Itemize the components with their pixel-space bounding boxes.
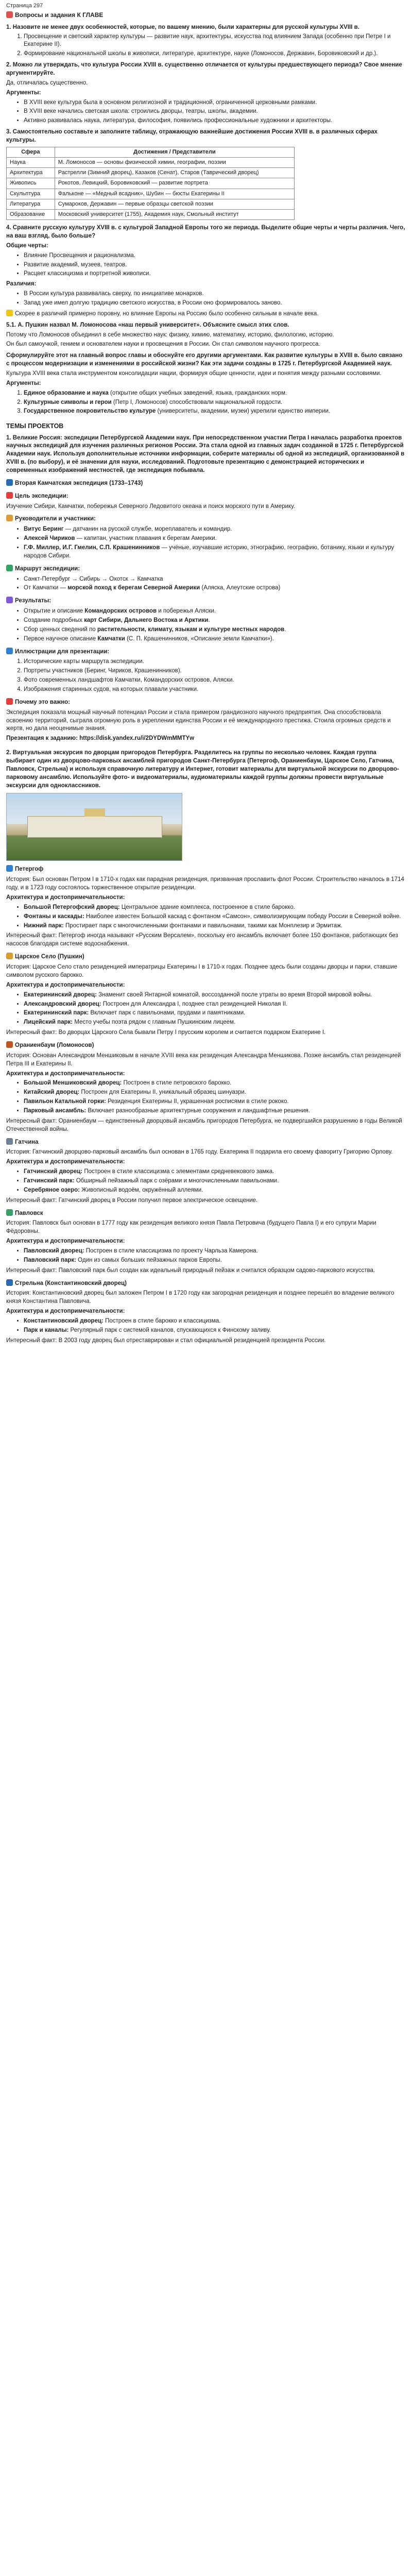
list-item: 4. Изображения старинных судов, на которых плавали участники. — [24, 686, 406, 694]
why-label — [6, 698, 406, 707]
q6-list — [6, 389, 406, 416]
palace-name: Павловск — [15, 1210, 43, 1216]
illus-label-text: Иллюстрации для презентации: — [15, 648, 110, 655]
palace-icon — [6, 1041, 13, 1048]
item-rest: Наиболее известен Большой каскад с фонтаном «Самсон», символизирующим победу России в Северной войне. — [84, 913, 401, 920]
item-rest: и побережья Аляски. — [157, 608, 216, 615]
question-5: 5.1. А. Пушкин назвал М. Ломоносова «наш первый университет». Объясните смысл этих слов. — [6, 321, 289, 328]
table-cell: Фальконе — «Медный всадник», Шубин — бюсты Екатерины II — [55, 189, 294, 199]
leaders-label-text: Руководители и участники: — [15, 516, 96, 522]
item-bold: растительности, климату, языкам и культуре местных народов — [97, 626, 285, 633]
item-bold: Парк и каналы: — [24, 1327, 69, 1333]
item-rest: (С. П. Крашенинников, «Описание земли Камчатки»). — [125, 635, 274, 642]
q4-diff-list — [6, 290, 406, 308]
why-text: Экспедиция показала мощный научный потенциал России и стала примером грандиозного научного предприятия. Она способствовала освоению территорий, сыграла огромную роль в укреплении единства России и её международного престижа. Стоила огромных средств и жертв, но дала неоценимые знания. — [6, 709, 391, 732]
palace-fact: Интересный факт: Ораниенбаум — единственный дворцовый ансамбль пригородов Петербурга, не подвергшийся разрушению в годы Великой Отечественной войны. — [6, 1117, 402, 1132]
table-cell: Живопись — [7, 178, 55, 189]
illus-list — [6, 658, 406, 693]
palace-history: История: Павловск был основан в 1777 году как резиденция великого князя Павла Петровича (будущего Павла I) и его супруги Марии Фёдоровны. — [6, 1220, 376, 1235]
item-bold: Лицейский парк: — [24, 1019, 73, 1026]
item-rest: (университеты, академии, музеи) укрепили единство империи. — [156, 408, 331, 415]
attr-label: Архитектура и достопримечательности: — [6, 1308, 125, 1315]
table-cell: Литература — [7, 199, 55, 209]
table-cell: Образование — [7, 209, 55, 219]
item-rest: . — [208, 617, 210, 623]
palace-title — [6, 1279, 406, 1288]
item-rest: — датчанин на русской службе, мореплаватель и командир. — [63, 526, 232, 533]
palace-history: История: Константиновский дворец был заложен Петром I в 1720 году как загородная резиденция и позднее перешёл во владение великого князя Константина Павловича. — [6, 1290, 394, 1305]
flag-icon — [6, 1279, 13, 1286]
item-plain: От Камчатки — — [24, 585, 68, 591]
palace-name: Гатчина — [15, 1139, 39, 1145]
item-bold: Государственное покровительство культуре — [24, 408, 156, 415]
list-item: • Влияние Просвещения и рационализма. — [24, 252, 406, 260]
item-rest: (Петр I, Ломоносов) способствовали национальной гордости. — [111, 399, 283, 405]
item-rest: Обширный пейзажный парк с озёрами и многочисленными павильонами. — [74, 1177, 279, 1184]
goal-text: Изучение Сибири, Камчатки, побережья Северного Ледовитого океана и поиск морского пути в Америку. — [6, 503, 295, 510]
fountain-icon — [6, 865, 13, 872]
list-item — [24, 1177, 406, 1185]
table-row — [7, 178, 295, 189]
list-item: 1. Просвещение и светский характер культуры — развитие наук, архитектуры, искусства под влиянием Запада (особенно при Петре I и Екатерине II). — [24, 33, 406, 49]
list-item — [24, 1001, 406, 1009]
list-item: 3. Фото современных ландшафтов Камчатки, Командорских островов, Аляски. — [24, 676, 406, 685]
attr-list — [6, 904, 406, 930]
palace-name: Стрельна (Константиновский дворец) — [15, 1280, 127, 1286]
item-plain: Открытие и описание — [24, 608, 85, 615]
route-label — [6, 565, 406, 573]
item-bold: Александровский дворец: — [24, 1001, 101, 1007]
table-cell: Московский университет (1755), Академия наук, Смольный институт — [55, 209, 294, 219]
projects-title: ТЕМЫ ПРОЕКТОВ — [6, 422, 64, 430]
results-list — [6, 607, 406, 643]
list-item — [24, 526, 406, 534]
palace-fact: Интересный факт: Во дворцах Царского Села бывали Петру I прусским королем и считается подарком Екатерине I. — [6, 1029, 326, 1036]
palace-fact: Интересный факт: Петергоф иногда называют «Русским Версалем», поскольку его ансамбль включает более 150 фонтанов, работающих без насосов благодаря системе водоснабжения. — [6, 933, 398, 947]
table-header: Сфера — [7, 147, 55, 157]
attr-list — [6, 1247, 406, 1265]
item-bold: морской поход к берегам Северной Америки — [67, 585, 200, 591]
results-label-text: Результаты: — [15, 598, 52, 604]
item-rest: Построен для Александра I, позднее стал резиденцией Николая II. — [101, 1001, 288, 1007]
list-item — [24, 626, 406, 634]
palace-title — [6, 1138, 406, 1147]
common-label: Общие черты: — [6, 242, 48, 249]
paragraph: Потому что Ломоносов объединил в себе множество наук: физику, химию, математику, историю, филологию, историю. — [6, 331, 334, 338]
attr-list — [6, 1079, 406, 1115]
question-4: 4. Сравните русскую культуру XVIII в. с культурой Западной Европы того же периода. Выделите общие черты и черты различия. Чего, на ваш взгляд, было больше? — [6, 225, 405, 239]
list-item: 2. Портреты участников (Беринг, Чириков, Крашенинников). — [24, 667, 406, 675]
item-rest: Построен для Екатерины II, уникальный образец шинуазри. — [79, 1089, 247, 1096]
route-label-text: Маршрут экспедиции: — [15, 565, 80, 572]
item-bold: Нижний парк: — [24, 922, 64, 929]
palace-history: История: Был основан Петром I в 1710-х годах как парадная резиденция, призванная прославить флот России. Строительство началось в 1714 году, и в 1723 году состоялось торжественное открытие резиденции. — [6, 876, 404, 891]
achievements-table — [6, 147, 295, 220]
paragraph: Он был самоучкой, гением и основателем науки и просвещения в России. Он стал символом научного прогресса. — [6, 341, 320, 348]
map-icon — [6, 565, 13, 571]
palace-building-shape — [27, 816, 162, 838]
route-list — [6, 575, 406, 593]
item-rest: (Аляска, Алеутские острова) — [200, 585, 281, 591]
attr-list — [6, 1168, 406, 1195]
item-bold: Серебряное озеро: — [24, 1187, 80, 1193]
project-2-title: 2. Виртуальная экскурсия по дворцам пригородов Петербурга. Разделитесь на группы по несколько человек. Каждая группа выбирает один из дворцово-парковых ансамблей пригородов Санкт-Петербурга (Петергоф, Ораниенбаум, Царское Село, Гатчина, Павловск, Стрельна) и используя справочную литературу и Интернет, готовит материалы для виртуальной экскурсии по дворцово-парковому ансамблю. Используйте фото- и видеоматериалы, аудиоматериалы каждой группы должны провести виртуальные экскурсии для одноклассников. — [6, 750, 399, 789]
item-bold: Павловский парк: — [24, 1257, 76, 1263]
item-bold: Витус Беринг — [24, 526, 64, 533]
why-label-text: Почему это важно: — [15, 699, 71, 705]
attr-label: Архитектура и достопримечательности: — [6, 894, 125, 901]
item-bold: Г.Ф. Миллер, И.Г. Гмелин, С.П. Крашенинников — [24, 544, 160, 551]
results-label — [6, 597, 406, 605]
table-cell: Наука — [7, 158, 55, 168]
item-bold: Большой Петергофский дворец: — [24, 904, 120, 910]
item-bold: Большой Меншиковский дворец: — [24, 1080, 122, 1087]
picture-icon — [6, 648, 13, 654]
item-plain: Создание подробных — [24, 617, 84, 623]
item-rest: Знаменит своей Янтарной комнатой, воссозданной после утраты во время Второй мировой войны. — [96, 991, 372, 998]
conclusion-label: Скорее в различий примерно поровну, но влияние Европы на Россию было особенно сильным в начале века. — [15, 310, 319, 317]
args-label: Аргументы: — [6, 89, 41, 96]
item-rest: Центральное здание комплекса, построенное в стиле барокко. — [119, 904, 295, 910]
table-cell: Растрелли (Зимний дворец), Казаков (Сенат), Старов (Таврический дворец) — [55, 168, 294, 178]
table-header: Достижения / Представители — [55, 147, 294, 157]
palace-title — [6, 865, 406, 874]
item-rest: . — [284, 626, 286, 633]
palace-section — [6, 1041, 406, 1134]
item-bold: Культурные символы и герои — [24, 399, 112, 405]
paragraph: Культура XVIII века стала инструментом консолидации нации, формируя общие ценности, идеи и понятия между разными сословиями. — [6, 370, 382, 377]
table-row — [7, 209, 295, 219]
palace-title — [6, 1209, 406, 1218]
leaders-label — [6, 515, 406, 523]
item-bold: Константиновский дворец: — [24, 1318, 104, 1324]
leaders-list — [6, 526, 406, 560]
item-rest: Построен в стиле классицизма с элементами средневекового замка. — [82, 1168, 274, 1175]
item-rest: Резиденция Екатерины II, украшенная росписями в стиле рококо. — [106, 1098, 289, 1105]
item-plain: Сбор ценных сведений по — [24, 626, 97, 633]
list-item: • В XVIII веке культура была в основном религиозной и традиционной, ограниченной церковными рамками. — [24, 99, 406, 107]
list-item: • Запад уже имел долгую традицию светского искусства, в России оно формировалось заново. — [24, 299, 406, 308]
illus-label — [6, 648, 406, 656]
palace-section — [6, 1138, 406, 1205]
list-item: • Расцвет классицизма и портретной живописи. — [24, 270, 406, 278]
item-rest: Построен в стиле классицизма по проекту Чарльза Камерона. — [84, 1247, 258, 1254]
table-cell: Архитектура — [7, 168, 55, 178]
castle-icon — [6, 1138, 13, 1145]
crown-icon — [6, 953, 13, 959]
palace-fact: Интересный факт: Гатчинский дворец в России получил первое электрическое освещение. — [6, 1197, 258, 1204]
list-item — [24, 399, 406, 407]
item-rest: Регулярный парк с системой каналов, спускающихся к Финскому заливу. — [68, 1327, 271, 1333]
table-row — [7, 199, 295, 209]
diff-label: Различия: — [6, 281, 37, 287]
item-bold: Китайский дворец: — [24, 1089, 80, 1096]
item-rest: Построен в стиле петровского барокко. — [122, 1080, 232, 1087]
list-item — [24, 1019, 406, 1027]
list-item — [24, 535, 406, 543]
palace-section — [6, 953, 406, 1037]
list-item: 1. Исторические карты маршрута экспедиции. — [24, 658, 406, 666]
item-bold: Гатчинский парк: — [24, 1177, 75, 1184]
item-rest: — учёные, изучавшие историю, этнографию, географию, ботанику, языки и культуру народов Сибири. — [24, 544, 394, 559]
palace-fact: Интересный факт: Павловский парк был создан как идеальный природный пейзаж и считался образцом садово-паркового искусства. — [6, 1267, 375, 1274]
item-bold: Парковый ансамбль: — [24, 1107, 87, 1114]
goal-label-text: Цель экспедиции: — [15, 493, 68, 499]
item-rest: Включает разнообразные архитектурные сооружения и ландшафтные решения. — [86, 1107, 310, 1114]
item-bold: Командорских островов — [84, 608, 157, 615]
list-item — [24, 1098, 406, 1106]
list-item — [24, 913, 406, 921]
palace-section — [6, 1279, 406, 1345]
attr-label: Архитектура и достопримечательности: — [6, 981, 125, 988]
table-cell: Сумароков, Державин — первые образцы светской поэзии — [55, 199, 294, 209]
list-item — [24, 991, 406, 999]
goal-label — [6, 492, 406, 501]
project-1-title: 1. Великие Россия: экспедиции Петербургской Академии наук. При непосредственном участии Петра I началась разработка проектов научных экспедиций для изучения различных регионов России. Эта стала одной из главных задач созданной в 1725 г. Петербургской Академии наук. Используя дополнительные источники информации, соберите материалы об одной из экспедиций, организованной в XVIII в. (по выбору), и её значении для науки, исследований. Подготовьте презентацию с демонстрацией исторических и современных изображений местностей, где экспедиция побывала. — [6, 434, 405, 473]
list-item — [24, 1247, 406, 1256]
lightbulb-icon — [6, 310, 13, 316]
page-number: Страница 297 — [6, 3, 43, 9]
table-cell: Скульптура — [7, 189, 55, 199]
list-item: • Развитие академий, музеев, театров. — [24, 261, 406, 269]
list-item: • Активно развивалась наука, литература, философия, появились профессиональные художники и архитекторы. — [24, 117, 406, 125]
table-cell: Рокотов, Левицкий, Боровиковский — развитие портрета — [55, 178, 294, 189]
conclusion-text — [6, 310, 406, 318]
palace-title — [6, 953, 406, 961]
item-plain: Первое научное описание — [24, 635, 98, 642]
item-rest: Один из самых больших пейзажных парков Европы. — [76, 1257, 222, 1263]
list-item: • В XVIII веке начались светская школа: строились дворцы, театры, школы, академии. — [24, 108, 406, 116]
list-item — [24, 1327, 406, 1335]
table-row — [7, 168, 295, 178]
item-bold: Камчатки — [97, 635, 125, 642]
attr-label: Архитектура и достопримечательности: — [6, 1238, 125, 1245]
attr-list — [6, 1317, 406, 1335]
list-item — [24, 617, 406, 625]
list-item: 2. Формирование национальной школы в живописи, литературе, архитектуре, науке (Ломоносов, Державин, Боровиковский и др.). — [24, 50, 406, 58]
list-item — [24, 607, 406, 616]
list-item — [24, 544, 406, 561]
q4-common-list — [6, 252, 406, 279]
list-item — [24, 635, 406, 643]
download-link[interactable]: Презентация к заданию: https://disk.yandex.ru/i/2DYDWmMMTYw — [6, 735, 195, 742]
list-item — [24, 1089, 406, 1097]
item-bold: карт Сибири, Дальнего Востока и Арктики — [84, 617, 209, 623]
list-item — [24, 408, 406, 416]
target-icon — [6, 492, 13, 499]
answer-text: Да, отличалась существенно. — [6, 79, 88, 86]
list-item — [24, 1079, 406, 1088]
args-label: Аргументы: — [6, 380, 41, 386]
item-rest: — капитан, участник плавания к берегам Америки. — [75, 535, 217, 542]
table-row — [7, 158, 295, 168]
question-2: 2. Можно ли утверждать, что культура России XVIII в. существенно отличается от культуры предшествующего периода? Свое мнение аргументируйте. — [6, 62, 402, 77]
palace-section — [6, 865, 406, 948]
list-item — [24, 1107, 406, 1115]
palace-history: История: Царское Село стало резиденцией императрицы Екатерины I в 1710-х годах. Позднее здесь были созданы дворцы и парки, ставшие символом русского барокко. — [6, 964, 398, 978]
item-rest: Включает парк с павильонами, прудами и памятниками. — [89, 1010, 246, 1016]
table-header-row — [7, 147, 295, 157]
item-rest: Живописный водоём, окружённый аллеями. — [79, 1187, 203, 1193]
item-bold: Единое образование и наука — [24, 389, 109, 396]
palace-photo — [6, 793, 182, 861]
palace-name: Царское Село (Пушкин) — [15, 954, 84, 960]
ship-icon — [6, 479, 13, 486]
people-icon — [6, 515, 13, 521]
palace-fact: Интересный факт: В 2003 году дворец был отреставрирован и стал официальной резиденцией президента России. — [6, 1337, 326, 1344]
item-bold: Павловский дворец: — [24, 1247, 84, 1254]
item-bold: Алексей Чириков — [24, 535, 75, 542]
item-bold: Павильон Катальной горки: — [24, 1098, 106, 1105]
list-item — [24, 389, 406, 398]
palace-history: История: Гатчинский дворцово-парковый ансамбль был основан в 1765 году. Екатерина II подарила его своему фавориту Григорию Орлову. — [6, 1149, 393, 1156]
palace-name: Ораниенбаум (Ломоносов) — [15, 1042, 94, 1048]
list-item — [24, 1317, 406, 1326]
question-1: 1. Назовите не менее двух особенностей, которые, по вашему мнению, были характерны для русской культуры XVIII в. — [6, 24, 359, 30]
q2-list — [6, 99, 406, 126]
pin-icon — [6, 11, 13, 18]
question-6: Сформулируйте этот на главный вопрос главы и обоснуйте его другими аргументами. Как развитие культуры в XVIII в. было связано с процессом модернизации и изменениями в российской жизни? Как эти задачи созданы в 1725 г. Петербургской Академией наук. — [6, 352, 403, 367]
list-item — [24, 922, 406, 930]
palace-name: Петергоф — [15, 866, 44, 873]
attr-label: Архитектура и достопримечательности: — [6, 1159, 125, 1165]
table-row — [7, 189, 295, 199]
item-bold: Фонтаны и каскады: — [24, 913, 84, 920]
item-bold: Гатчинский дворец: — [24, 1168, 83, 1175]
question-3: 3. Самостоятельно составьте и заполните таблицу, отражающую важнейшие достижения России XVIII в. в различных сферах культуры. — [6, 129, 378, 144]
list-item — [24, 1257, 406, 1265]
expedition-title — [6, 479, 406, 488]
item-rest: (открытие общих учебных заведений, языка, гражданских норм. — [108, 389, 287, 396]
item-rest: Простирает парк с многочисленными фонтанами и павильонами, такими как Монплезир и Эрмитаж. — [63, 922, 343, 929]
q1-list — [6, 33, 406, 59]
item-bold: Екатерининский парк: — [24, 1010, 89, 1016]
section-header — [6, 11, 406, 20]
palace-section — [6, 1209, 406, 1275]
list-item — [24, 1168, 406, 1176]
table-cell: М. Ломоносов — основы физической химии, географии, поэзии — [55, 158, 294, 168]
tree-icon — [6, 1209, 13, 1216]
palace-title — [6, 1041, 406, 1050]
header-text: Вопросы и задания К ГЛАВЕ — [15, 11, 104, 19]
pushpin-icon — [6, 698, 13, 705]
item-bold: Екатерининский дворец: — [24, 991, 97, 998]
item-rest: Место учебы поэта рядом с главным Пушкинским лицеем. — [73, 1019, 236, 1026]
expedition-title-text: Вторая Камчатская экспедиция (1733–1743) — [15, 480, 143, 486]
attr-list — [6, 991, 406, 1027]
palace-history: История: Основан Александром Меншиковым в начале XVIII века как резиденция Александра Меншикова. Позже ансамбль стал резиденцией Петра III и Екатерины II. — [6, 1052, 401, 1067]
list-item — [24, 1187, 406, 1195]
list-item — [24, 904, 406, 912]
list-item — [24, 584, 406, 592]
list-item: • В России культура развивалась сверху, по инициативе монархов. — [24, 290, 406, 298]
list-item — [24, 1009, 406, 1018]
attr-label: Архитектура и достопримечательности: — [6, 1070, 125, 1077]
book-icon — [6, 597, 13, 603]
list-item: • Санкт-Петербург → Сибирь → Охотск → Камчатка — [24, 575, 406, 584]
item-rest: Построен в стиле барокко и классицизма. — [103, 1318, 221, 1324]
